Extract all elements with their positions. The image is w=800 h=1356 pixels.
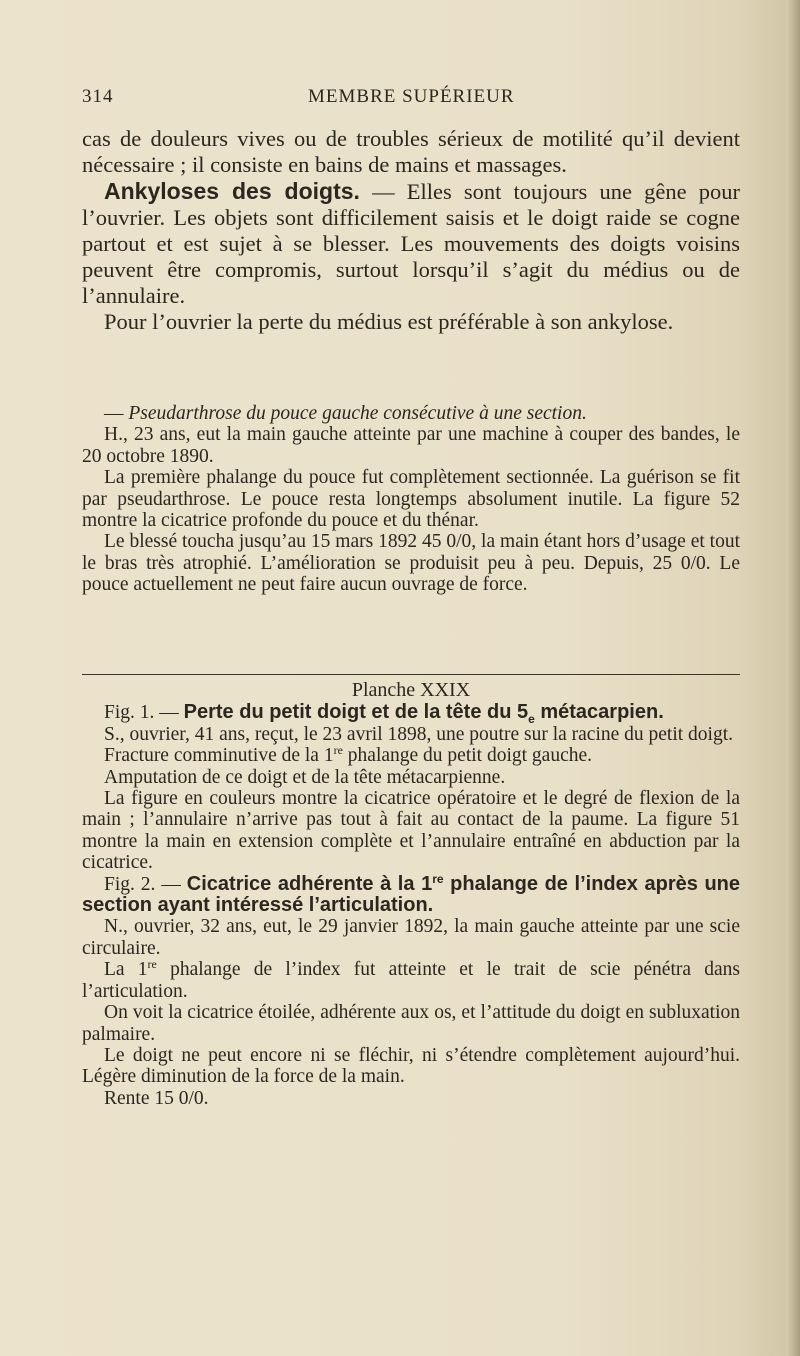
plate-title: Planche XXIX [351,679,471,701]
text-part: phalange du petit doigt gauche. [342,745,593,767]
figure-label: Fig. 2. — [104,873,187,895]
figure-heading-part: Cicatrice adhérente à la 1 [186,872,433,895]
paragraph-text: — Elles sont toujours une gêne pour l’ouvrier. Les objets sont difficilement saisis et le doigt raide se cogne partout et est sujet à se blesser. Les mouvements des doigts voisins peuvent être compromis, surtout lorsqu’il s’agit du médius ou de l’annulaire. [82,179,740,308]
divider [82,674,740,675]
main-text [82,126,740,335]
figure-title [82,871,741,917]
running-title: MEMBRE SUPÉRIEUR [308,86,515,107]
figure-heading-part: métacarpien. [534,701,664,724]
case-paragraph: La première phalange du pouce fut complètement sectionnée. La guérison se fit par pseudarthrose. Le pouce resta longtemps absolument inutile. La figure 52 montre la cicatrice profonde du pouce et du thénar. [82,467,740,532]
case-title-text: Pseudarthrose du pouce gauche consécutive à une section. [128,403,587,424]
figure-title [82,701,740,727]
page-number: 314 [82,86,114,107]
paragraph: Pour l’ouvrier la perte du médius est préférable à son ankylose. [104,309,674,334]
section-heading: Ankyloses des doigts. [104,178,360,204]
figure-paragraph: Le doigt ne peut encore ni se fléchir, ni s’étendre complètement aujourd’hui. Légère diminution de la force de la main. [82,1044,740,1088]
superscript: re [333,743,343,758]
page-edge [786,0,800,1356]
figure-heading [183,701,664,727]
case-pseudarthrose [82,403,740,596]
figure-paragraph: La figure en couleurs montre la cicatrice opératoire et le degré de flexion de la main ; l’annulaire n’arrive pas tout à fait au contact de la paume. La figure 51 montre la main en extension complète et l’annulaire entraîné en abduction par la cicatrice. [82,788,740,874]
figure-heading-part: Perte du petit doigt et de la tête du 5 [183,701,529,724]
text-part: Fracture comminutive de la 1 [104,745,334,767]
case-paragraph: H., 23 ans, eut la main gauche atteinte par une machine à couper des bandes, le 20 octobre 1890. [82,424,740,467]
figure-paragraph: On voit la cicatrice étoilée, adhérente aux os, et l’attitude du doigt en subluxation palmaire. [82,1002,740,1045]
case-title [82,403,740,424]
figure-paragraph: N., ouvrier, 32 ans, eut, le 29 janvier 1892, la main gauche atteinte par une scie circulaire. [82,916,740,959]
paragraph [82,178,740,309]
subscript: e [528,712,535,727]
case-paragraph: Le blessé toucha jusqu’au 15 mars 1892 45 0/0, la main étant hors d’usage et tout le bras très atrophié. L’amélioration se produisit peu à peu. Depuis, 25 0/0. Le pouce actuellement ne peut faire aucun ouvrage de force. [82,531,740,596]
superscript: re [432,871,444,886]
figure-heading-part: phalange de l’index après une section ayant intéressé l’articulation. [82,872,741,917]
text-part: La 1 [104,959,148,981]
text-part: phalange de l’index fut atteinte et le trait de scie pénétra dans l’articulation. [82,959,740,1002]
figure-paragraph: Rente 15 0/0. [104,1087,209,1109]
running-header [82,86,742,114]
plate-legend [82,680,740,1109]
figure-paragraph: Amputation de ce doigt et de la tête métacarpienne. [104,766,506,788]
title-dash: — [104,403,129,424]
figure-label: Fig. 1. — [104,702,184,724]
figure-paragraph: S., ouvrier, 41 ans, reçut, le 23 avril 1898, une poutre sur la racine du petit doigt. [104,723,734,745]
figure-paragraph [82,745,740,766]
paragraph: cas de douleurs vives ou de troubles sérieux de motilité qu’il devient nécessaire ; il consiste en bains de mains et massages. [82,126,740,177]
superscript: re [147,957,157,972]
figure-paragraph [82,959,740,1002]
